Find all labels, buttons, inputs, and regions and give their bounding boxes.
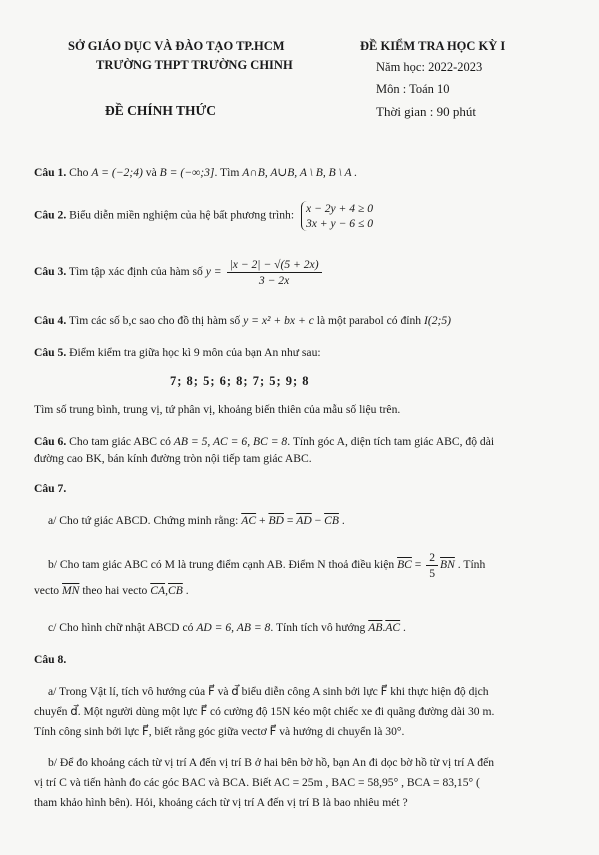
q8b-line-1: b/ Để đo khoảng cách từ vị trí A đến vị trí B ở hai bên bờ hồ, bạn An đi dọc bờ hồ từ vị trí A đến [48, 756, 495, 769]
q7b-text: b/ Cho tam giác ABC có M là trung điểm cạnh AB. Điểm N thoả điều kiện [48, 558, 395, 572]
equals-sign: = [286, 514, 294, 527]
question-label: Câu 1. [34, 166, 67, 179]
vector-cb: $\overline{CB}$ [324, 514, 339, 527]
q7c-given: AD = 6, AB = 8 [196, 621, 271, 634]
q7b-task: . Tính [457, 558, 486, 572]
equals-sign: = [414, 558, 422, 572]
q4-function: y = x² + bx + c [243, 314, 314, 327]
q6-text-3: đường cao BK, bán kính đường tròn nội tiếp tam giác ABC. [34, 452, 312, 465]
q5-text: Điểm kiểm tra giữa học kì 9 môn của bạn An như sau: [69, 346, 321, 359]
dot-sign: . [382, 621, 386, 634]
q1-text: Cho [69, 166, 89, 179]
vector-ca: $\overline{CA}$ [150, 584, 166, 597]
q7-part-b [48, 550, 485, 581]
school-name: TRƯỜNG THPT TRƯỜNG CHINH [96, 58, 293, 72]
question-5 [34, 345, 321, 360]
q7c-task: . Tính tích vô hướng [270, 621, 366, 634]
q2-system [301, 201, 373, 231]
exam-title: ĐỀ KIỂM TRA HỌC KỲ I [360, 39, 506, 53]
vector-cb: $\overline{CB}$ [167, 584, 183, 597]
vector-bc: $\overline{BC}$ [397, 558, 412, 572]
question-label: Câu 4. [34, 314, 67, 327]
q4-text: Tìm các số b,c sao cho đồ thị hàm số [68, 314, 241, 327]
q8b-line-3: tham khảo hình bên). Hỏi, khoảng cách từ vị trí A đến vị trí B là bao nhiêu mét ? [34, 796, 408, 809]
q6-text-1: Cho tam giác ABC có [69, 435, 171, 448]
q6-text-2: . Tính góc A, diện tích tam giác ABC, độ dài [287, 435, 495, 448]
vector-bn: $\overline{BN}$ [440, 558, 455, 572]
vector-ab: $\overline{AB}$ [368, 621, 383, 634]
period: . [185, 584, 189, 597]
subject: Môn : Toán 10 [376, 82, 450, 96]
fraction-denominator: 5 [429, 567, 436, 580]
question-label: Câu 5. [34, 346, 67, 359]
question-label: Câu 2. [34, 208, 67, 222]
vector-mn: $\overline{MN}$ [62, 584, 80, 597]
question-7-label: Câu 7. [34, 482, 67, 495]
q7b-text-2: vecto [34, 584, 60, 597]
q4-vertex: I(2;5) [423, 314, 452, 327]
q1-and: và [145, 166, 157, 179]
q1-set-a: A = (−2;4) [91, 166, 143, 179]
q3-text: Tìm tập xác định của hàm số [68, 265, 203, 279]
question-1 [34, 165, 357, 180]
vector-ac: $\overline{AC}$ [385, 621, 401, 634]
q3-denominator: 3 − 2x [258, 274, 290, 287]
q8a-line-1: a/ Trong Vật lí, tích vô hướng của F⃗ và d⃗ biểu diễn công A sinh bởi lực F⃗ khi thực hiện độ dịch [48, 685, 489, 698]
q7b-text-3: theo hai vecto [82, 584, 148, 597]
question-6 [34, 434, 494, 449]
school-year: Năm học: 2022-2023 [376, 60, 483, 74]
q8b-line-2: vị trí C và tiến hành đo các góc BAC và BCA. Biết AC = 25m , BAC = 58,95° , BCA = 83,15° ( [34, 776, 480, 789]
q2-inequality-1: x − 2y + 4 ≥ 0 [305, 202, 374, 215]
q7-part-b-line2 [34, 583, 189, 598]
comma: , [165, 584, 168, 597]
department-name: SỞ GIÁO DỤC VÀ ĐÀO TẠO TP.HCM [68, 39, 285, 53]
question-label: Câu 3. [34, 265, 67, 279]
minus-sign: − [314, 514, 322, 527]
q2-inequality-2: 3x + y − 6 ≤ 0 [305, 217, 374, 230]
q8a-line-2: chuyển d⃗. Một người dùng một lực F⃗ có cường độ 15N kéo một chiếc xe đi quãng đường dài 30 m. [34, 705, 495, 718]
question-2 [34, 201, 373, 231]
q4-text-2: là một parabol có đỉnh [316, 314, 422, 327]
q5-task: Tìm số trung bình, trung vị, tứ phân vị, khoảng biến thiên của mẫu số liệu trên. [34, 403, 401, 416]
q7-part-c [48, 620, 406, 635]
q3-lhs: y = [205, 265, 222, 279]
official-label: ĐỀ CHÍNH THỨC [105, 103, 217, 118]
question-8-label: Câu 8. [34, 653, 67, 666]
duration: Thời gian : 90 phút [376, 104, 477, 119]
q5-data: 7; 8; 5; 6; 8; 7; 5; 9; 8 [170, 374, 310, 388]
q3-numerator: |x − 2| − √(5 + 2x) [227, 257, 322, 273]
q6-given: AB = 5, AC = 6, BC = 8 [173, 435, 288, 448]
vector-ad: $\overline{AD}$ [296, 514, 312, 527]
q7c-text: c/ Cho hình chữ nhật ABCD có [48, 621, 194, 634]
q2-text: Biểu diễn miền nghiệm của hệ bất phương trình: [69, 208, 295, 222]
period: . [403, 621, 406, 634]
q1-set-b: B = (−∞;3] [159, 166, 215, 179]
q1-task: . Tìm [214, 166, 240, 179]
vector-bd: $\overline{BD}$ [268, 514, 284, 527]
question-label: Câu 6. [34, 435, 67, 448]
question-4 [34, 313, 451, 328]
plus-sign: + [258, 514, 266, 527]
q7b-fraction [426, 550, 438, 581]
vector-ac: $\overline{AC}$ [241, 514, 257, 527]
question-3 [34, 257, 324, 288]
q7a-text: a/ Cho tứ giác ABCD. Chứng minh rằng: [48, 514, 239, 527]
q3-fraction [227, 257, 322, 288]
fraction-numerator: 2 [426, 550, 438, 566]
q7-part-a [48, 513, 345, 528]
period: . [341, 514, 345, 527]
q1-operations: A∩B, A∪B, A \ B, B \ A . [242, 166, 358, 179]
q8a-line-3: Tính công sinh bởi lực F⃗, biết rằng góc giữa vectơ F⃗ và hướng di chuyển là 30°. [34, 725, 405, 738]
